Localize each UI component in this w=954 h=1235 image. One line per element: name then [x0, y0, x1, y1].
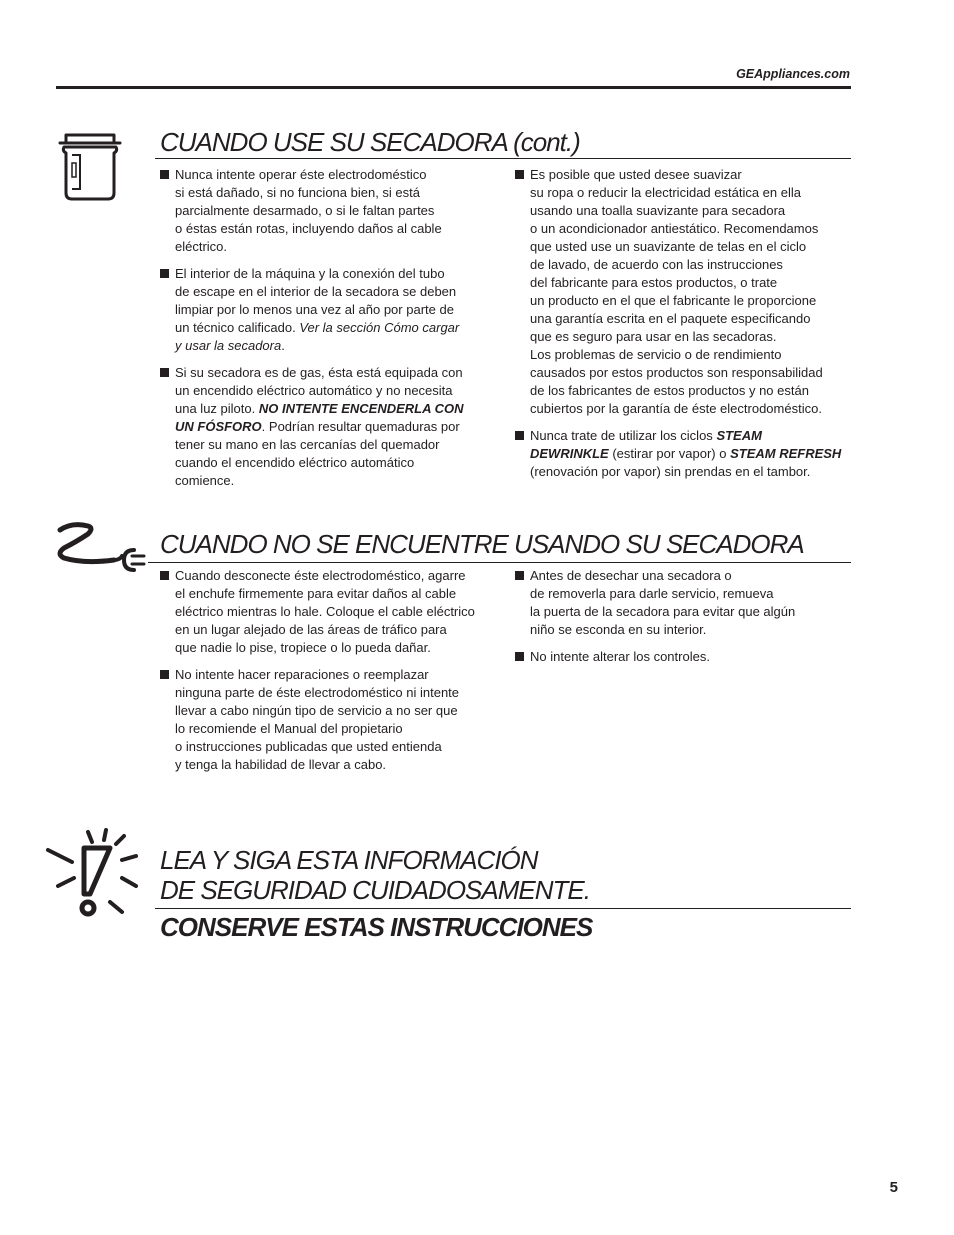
list-item: No intente alterar los controles. — [515, 648, 855, 666]
warning-text: UN FÓSFORO — [175, 419, 262, 434]
list-item: Si su secadora es de gas, ésta está equipada con un encendido eléctrico automático y no necesita una luz piloto. NO INTENTE ENCENDERLA CON UN FÓSFORO. Podrían resultar quemaduras por tener su mano en las cercanías del quemador cuando el encendido eléctrico automático comience. — [160, 364, 500, 490]
reference-text: y usar la secadora — [175, 338, 282, 353]
list-item: Es posible que usted desee suavizar su ropa o reducir la electricidad estática en ella usando una toalla suavizante para secadora o un acondicionador antiestático. Recomendamos que usted use un suavizante de telas en el ciclo de lavado, de acuerdo con las instrucciones del fabricante para estos productos, o trate un producto en el que el fabricante le proporcione una garantía escrita en el paquete especificando que es seguro para usar en las secadoras. Los problemas de servicio o de rendimiento causados por estos productos son responsabilidad de los fabricantes de estos productos y no están cubiertos por la garantía de éste electrodoméstico. — [515, 166, 855, 418]
list-item: El interior de la máquina y la conexión del tubo de escape en el interior de la secadora se deben limpiar por lo menos una vez al año por parte de un técnico calificado. Ver la sección Cómo cargar y usar la secadora. — [160, 265, 500, 355]
power-cord-icon — [54, 520, 146, 572]
section-rule-use — [155, 158, 851, 159]
section-title-use: CUANDO USE SU SECADORA (cont.) — [160, 127, 580, 157]
site-url: GEAppliances.com — [736, 67, 850, 81]
safety-rule-left — [155, 908, 605, 909]
save-instructions-heading: CONSERVE ESTAS INSTRUCCIONES — [160, 912, 593, 942]
warning-exclamation-icon — [44, 828, 144, 920]
header-rule — [56, 86, 851, 89]
cycle-name: DEWRINKLE — [530, 446, 609, 461]
warning-text: NO INTENTE ENCENDERLA CON — [258, 401, 464, 416]
unplug-left-column — [160, 567, 505, 783]
page-number: 5 — [889, 1179, 898, 1196]
section-title-unplug: CUANDO NO SE ENCUENTRE USANDO SU SECADORA — [160, 529, 804, 559]
cycle-name: STEAM REFRESH — [730, 446, 842, 461]
safety-heading: LEA Y SIGA ESTA INFORMACIÓN DE SEGURIDAD CUIDADOSAMENTE. — [160, 845, 590, 905]
unplug-right-column — [515, 567, 855, 675]
list-item: Nunca trate de utilizar los ciclos STEAM DEWRINKLE (estirar por vapor) o STEAM REFRESH (renovación por vapor) sin prendas en el tambor. — [515, 427, 855, 481]
list-item: Nunca intente operar éste electrodoméstico si está dañado, si no funciona bien, si está parcialmente desarmado, o si le faltan partes o éstas están rotas, incluyendo daños al cable eléctrico. — [160, 166, 500, 256]
list-item: Cuando desconecte éste electrodoméstico, agarre el enchufe firmemente para evitar daños al cable eléctrico mientras lo hale. Coloque el cable eléctrico en un lugar alejado de las áreas de tráfico para que nadie lo pise, tropiece o lo pueda dañar. — [160, 567, 505, 657]
safety-rule — [600, 908, 851, 909]
section-rule-unplug — [148, 562, 851, 563]
cycle-name: STEAM — [716, 428, 762, 443]
list-item: No intente hacer reparaciones o reemplazar ninguna parte de éste electrodoméstico ni intente llevar a cabo ningún tipo de servicio a no ser que lo recomiende el Manual del propietario o instrucciones publicadas que usted entienda y tenga la habilidad de llevar a cabo. — [160, 666, 505, 774]
reference-text: Ver la sección Cómo cargar — [299, 320, 460, 335]
use-right-column — [515, 166, 855, 490]
dryer-icon — [58, 129, 122, 205]
list-item: Antes de desechar una secadora o de removerla para darle servicio, remueva la puerta de la secadora para evitar que algún niño se esconda en su interior. — [515, 567, 855, 639]
use-left-column — [160, 166, 500, 499]
